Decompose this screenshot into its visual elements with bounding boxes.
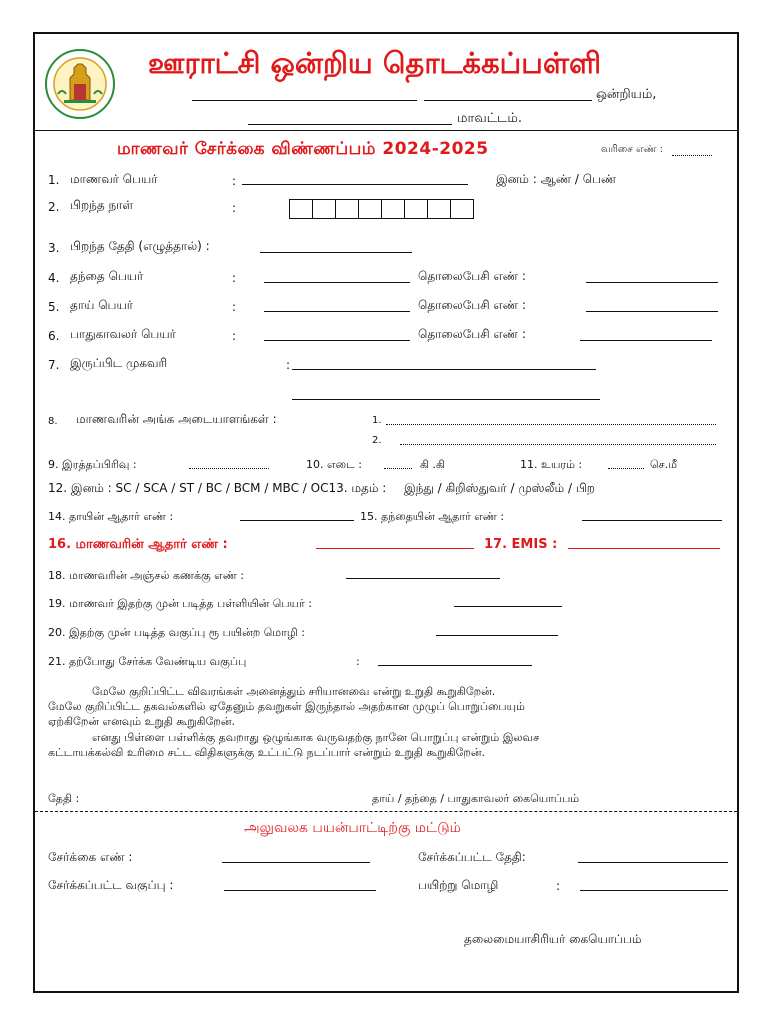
gender-label[interactable]: இனம் : ஆண் / பெண் — [496, 172, 617, 186]
dob-box[interactable] — [381, 199, 405, 219]
father-name-field[interactable] — [264, 282, 410, 283]
f6-colon: : — [232, 329, 237, 343]
blood-group-field[interactable] — [189, 468, 269, 469]
f4-num: 4. — [48, 271, 60, 285]
dob-box[interactable] — [427, 199, 451, 219]
f5-colon: : — [232, 300, 237, 314]
f2-colon: : — [232, 201, 237, 215]
f7-colon: : — [286, 358, 291, 372]
f6-num: 6. — [48, 329, 60, 343]
f21-label: 21. தற்போது சேர்க்க வேண்டிய வகுப்பு — [48, 655, 247, 668]
f16-label: 16. மாணவரின் ஆதார் எண் : — [48, 537, 228, 552]
dob-box[interactable] — [358, 199, 382, 219]
dob-boxes[interactable] — [290, 199, 474, 219]
religion-options[interactable]: இந்து / கிறிஸ்துவர் / முஸ்லீம் / பிற — [404, 481, 595, 495]
hm-signature-label: தலைமையாசிரியர் கையொப்பம் — [464, 932, 642, 946]
mark1-field[interactable] — [386, 424, 716, 425]
student-aadhaar-field[interactable] — [316, 548, 474, 549]
f21-colon: : — [356, 655, 360, 668]
f18-label: 18. மாணவரின் அஞ்சல் கணக்கு எண் : — [48, 569, 245, 582]
emis-field[interactable] — [568, 548, 720, 549]
school-title: ஊராட்சி ஒன்றிய தொடக்கப்பள்ளி — [148, 46, 602, 80]
admission-date-field[interactable] — [578, 862, 728, 863]
f8-item2: 2. — [372, 435, 382, 446]
guardian-phone-label: தொலைபேசி எண் : — [418, 327, 526, 341]
district-name-line[interactable] — [248, 124, 452, 125]
parent-signature-label: தாய் / தந்தை / பாதுகாவலர் கையொப்பம் — [372, 792, 580, 805]
dob-box[interactable] — [404, 199, 428, 219]
dob-box[interactable] — [335, 199, 359, 219]
medium-field[interactable] — [580, 890, 728, 891]
f8-num: 8. — [48, 416, 58, 427]
declaration-line3: ஏற்கிறேன் எனவும் உறுதி கூறுகிறேன். — [48, 715, 236, 728]
guardian-phone-field[interactable] — [580, 340, 712, 341]
weight-unit: கி .கி — [420, 458, 446, 471]
declaration-line1: மேலே குறிப்பிட்ட விவரங்கள் அனைத்தும் சரியானவை என்று உறுதி கூறுகிறேன். — [92, 685, 496, 698]
declaration-line5: கட்டாயக்கல்வி உரிமை சட்ட விதிகளுக்கு உட்பட்டு நடப்பார் என்றும் உறுதி கூறுகிறேன். — [48, 746, 486, 759]
admission-date-label: சேர்க்கப்பட்ட தேதி: — [418, 850, 526, 864]
f9-label: 9. இரத்தப்பிரிவு : — [48, 458, 137, 471]
serial-label: வரிசை எண் : — [601, 144, 664, 155]
f10-label: 10. எடை : — [306, 458, 362, 471]
union-name-line[interactable] — [192, 100, 417, 101]
serial-number-field[interactable] — [672, 155, 712, 156]
f7-label: இருப்பிட முகவரி — [70, 356, 168, 370]
f4-label: தந்தை பெயர் — [70, 269, 144, 283]
office-title: அலுவலக பயன்பாட்டிற்கு மட்டும் — [244, 820, 461, 836]
medium-colon: : — [556, 879, 561, 893]
father-phone-label: தொலைபேசி எண் : — [418, 269, 526, 283]
f3-num: 3. — [48, 241, 60, 255]
guardian-name-field[interactable] — [264, 340, 410, 341]
tamilnadu-emblem-icon — [44, 48, 116, 120]
f20-label: 20. இதற்கு முன் படித்த வகுப்பு ரூ பயின்ற மொழி : — [48, 626, 305, 639]
f2-num: 2. — [48, 200, 60, 214]
post-account-field[interactable] — [346, 578, 500, 579]
declaration-line2: மேலே குறிப்பிட்ட தகவல்களில் ஏதேனும் தவறுகள் இருந்தால் அதற்கான முழுப் பொறுப்பையும் — [48, 700, 525, 713]
union-name-line-2[interactable] — [424, 100, 592, 101]
admitted-class-label: சேர்க்கப்பட்ட வகுப்பு : — [48, 878, 174, 892]
mother-phone-label: தொலைபேசி எண் : — [418, 298, 526, 312]
union-suffix: ஒன்றியம், — [596, 87, 657, 102]
date-label: தேதி : — [48, 792, 80, 805]
admission-no-label: சேர்க்கை எண் : — [48, 850, 133, 864]
declaration-line4: எனது பிள்ளை பள்ளிக்கு தவறாது ஒழுங்காக வருவதற்கு நானே பொறுப்பு என்றும் இலவச — [92, 731, 540, 744]
f12-label: 12. இனம் : SC / SCA / ST / BC / BCM / MBC / OC13. மதம் : — [48, 481, 387, 495]
district-suffix: மாவட்டம். — [457, 111, 522, 126]
height-field[interactable] — [608, 468, 644, 469]
form-title: மாணவர் சேர்க்கை விண்ணப்பம் 2024-2025 — [117, 139, 489, 159]
f17-label: 17. EMIS : — [484, 537, 558, 552]
f1-colon: : — [232, 174, 237, 188]
address-field-line2[interactable] — [292, 399, 600, 400]
dob-words-field[interactable] — [260, 252, 412, 253]
dob-box[interactable] — [312, 199, 336, 219]
prev-school-field[interactable] — [454, 606, 562, 607]
f7-num: 7. — [48, 358, 60, 372]
join-class-field[interactable] — [378, 665, 532, 666]
f8-item1: 1. — [372, 415, 382, 426]
office-divider — [35, 811, 737, 812]
f11-label: 11. உயரம் : — [520, 458, 583, 471]
mother-name-field[interactable] — [264, 311, 410, 312]
mother-phone-field[interactable] — [586, 311, 718, 312]
address-field-line1[interactable] — [292, 369, 596, 370]
dob-box[interactable] — [450, 199, 474, 219]
admission-no-field[interactable] — [222, 862, 370, 863]
mark2-field[interactable] — [400, 444, 716, 445]
father-phone-field[interactable] — [586, 282, 718, 283]
f14-label: 14. தாயின் ஆதார் எண் : — [48, 510, 174, 523]
medium-label: பயிற்று மொழி — [418, 878, 499, 892]
father-aadhaar-field[interactable] — [582, 520, 722, 521]
dob-box[interactable] — [289, 199, 313, 219]
weight-field[interactable] — [384, 468, 412, 469]
f2-label: பிறந்த நாள் — [70, 198, 134, 212]
f8-label: மாணவரின் அங்க அடையாளங்கள் : — [76, 412, 277, 426]
f1-num: 1. — [48, 173, 60, 187]
f15-label: 15. தந்தையின் ஆதார் எண் : — [360, 510, 505, 523]
f5-label: தாய் பெயர் — [70, 298, 134, 312]
f19-label: 19. மாணவர் இதற்கு முன் படித்த பள்ளியின் பெயர் : — [48, 597, 312, 610]
prev-class-field[interactable] — [436, 635, 558, 636]
student-name-field[interactable] — [242, 184, 468, 185]
admitted-class-field[interactable] — [224, 890, 376, 891]
mother-aadhaar-field[interactable] — [240, 520, 354, 521]
f1-label: மாணவர் பெயர் — [70, 172, 158, 186]
f5-num: 5. — [48, 300, 60, 314]
height-unit: செ.மீ — [650, 458, 678, 471]
f4-colon: : — [232, 271, 237, 285]
f3-label: பிறந்த தேதி (எழுத்தால்) : — [70, 239, 210, 253]
header-divider — [35, 130, 737, 131]
f6-label: பாதுகாவலர் பெயர் — [70, 327, 176, 341]
